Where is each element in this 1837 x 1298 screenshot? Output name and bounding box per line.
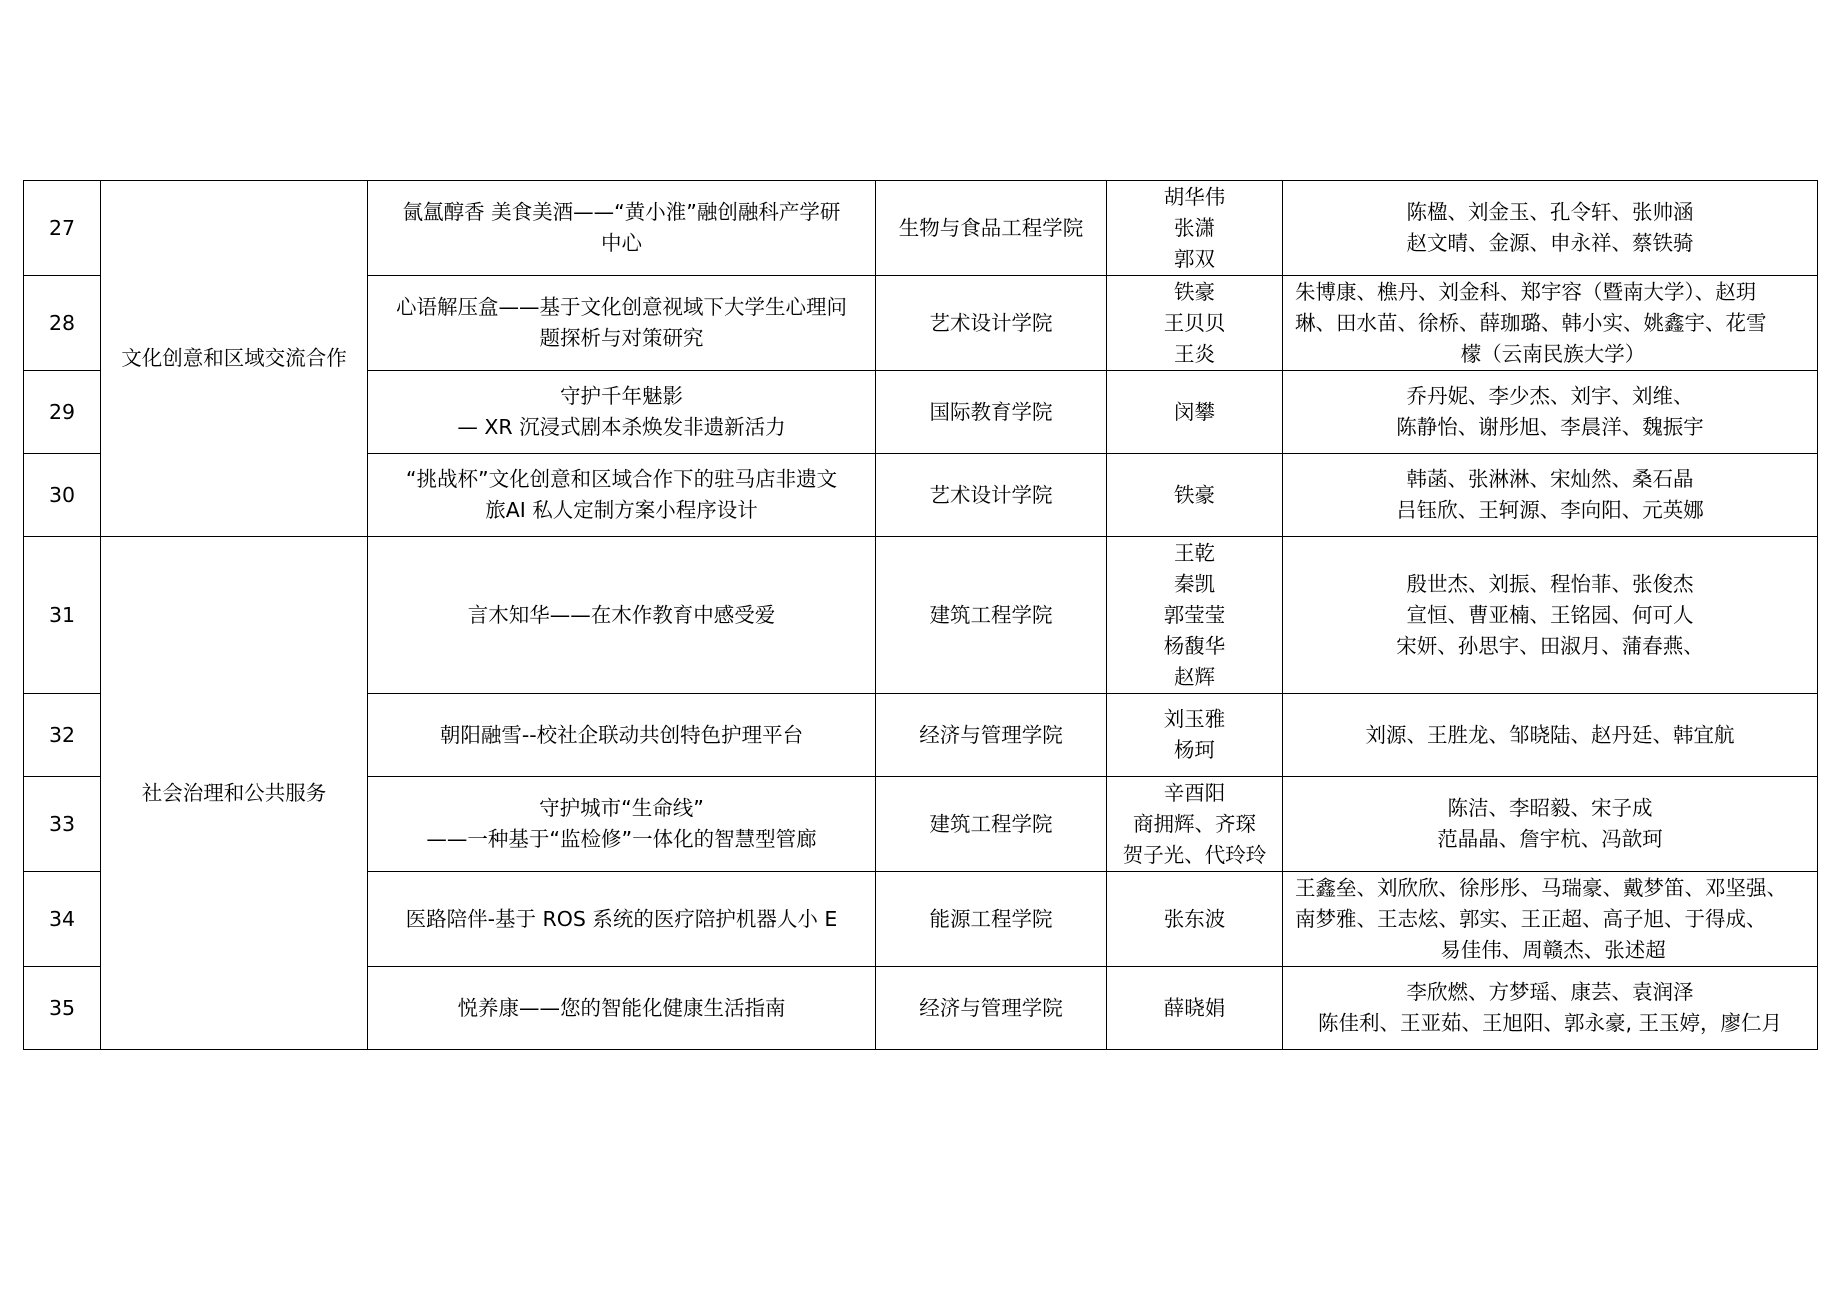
project-title: 氤氲醇香 美食美酒——“黄小淮”融创融科产学研 中心: [368, 181, 876, 276]
member-names: 陈洁、李昭毅、宋子成 范晶晶、詹宇杭、冯歆珂: [1283, 777, 1818, 872]
member-names: 李欣燃、方梦瑶、康芸、袁润泽 陈佳利、王亚茹、王旭阳、郭永豪, 王玉婷，廖仁月: [1283, 967, 1818, 1050]
advisor-names: 王乾 秦凯 郭莹莹 杨馥华 赵辉: [1107, 537, 1283, 694]
advisor-names: 刘玉雅 杨珂: [1107, 694, 1283, 777]
project-title: 朝阳融雪--校社企联动共创特色护理平台: [368, 694, 876, 777]
member-names: 朱博康、樵丹、刘金科、郑宇容（暨南大学）、赵玥 琳、田水苗、徐桥、薛珈璐、韩小实、姚鑫宇、花雪 檬（云南民族大学）: [1283, 276, 1818, 371]
project-title: 悦养康——您的智能化健康生活指南: [368, 967, 876, 1050]
college-name: 艺术设计学院: [876, 276, 1107, 371]
row-number: 32: [24, 694, 101, 777]
member-names: 乔丹妮、李少杰、刘宇、刘维、 陈静怡、谢彤旭、李晨洋、魏振宇: [1283, 371, 1818, 454]
project-title: “挑战杯”文化创意和区域合作下的驻马店非遗文 旅AI 私人定制方案小程序设计: [368, 454, 876, 537]
project-title: 守护千年魅影 — XR 沉浸式剧本杀焕发非遗新活力: [368, 371, 876, 454]
row-number: 29: [24, 371, 101, 454]
college-name: 国际教育学院: [876, 371, 1107, 454]
row-number: 30: [24, 454, 101, 537]
college-name: 艺术设计学院: [876, 454, 1107, 537]
college-name: 经济与管理学院: [876, 694, 1107, 777]
row-number: 28: [24, 276, 101, 371]
member-names: 陈楹、刘金玉、孔令轩、张帅涵 赵文晴、金源、申永祥、蔡铁骑: [1283, 181, 1818, 276]
row-number: 34: [24, 872, 101, 967]
advisor-names: 闵攀: [1107, 371, 1283, 454]
award-table: [23, 180, 1818, 1050]
college-name: 建筑工程学院: [876, 777, 1107, 872]
advisor-names: 胡华伟 张潇 郭双: [1107, 181, 1283, 276]
table-row: [24, 537, 1818, 694]
row-number: 33: [24, 777, 101, 872]
advisor-names: 铁豪: [1107, 454, 1283, 537]
member-names: 韩菡、张淋淋、宋灿然、桑石晶 吕钰欣、王轲源、李向阳、元英娜: [1283, 454, 1818, 537]
project-title: 守护城市“生命线” ——一种基于“监检修”一体化的智慧型管廊: [368, 777, 876, 872]
college-name: 建筑工程学院: [876, 537, 1107, 694]
advisor-names: 张东波: [1107, 872, 1283, 967]
project-title: 医路陪伴-基于 ROS 系统的医疗陪护机器人小 E: [368, 872, 876, 967]
member-names: 刘源、王胜龙、邹晓陆、赵丹廷、韩宜航: [1283, 694, 1818, 777]
college-name: 经济与管理学院: [876, 967, 1107, 1050]
college-name: 生物与食品工程学院: [876, 181, 1107, 276]
row-number: 31: [24, 537, 101, 694]
advisor-names: 薛晓娟: [1107, 967, 1283, 1050]
member-names: 王鑫垒、刘欣欣、徐彤彤、马瑞豪、戴梦笛、邓坚强、 南梦雅、王志炫、郭实、王正超、高子旭、于得成、 易佳伟、周赣杰、张述超: [1283, 872, 1818, 967]
college-name: 能源工程学院: [876, 872, 1107, 967]
advisor-names: 辛酉阳 商拥辉、齐琛 贺子光、代玲玲: [1107, 777, 1283, 872]
row-number: 27: [24, 181, 101, 276]
project-title: 心语解压盒——基于文化创意视域下大学生心理问 题探析与对策研究: [368, 276, 876, 371]
category-cell: 文化创意和区域交流合作: [101, 181, 368, 537]
table-row: [24, 181, 1818, 276]
project-title: 言木知华——在木作教育中感受爱: [368, 537, 876, 694]
row-number: 35: [24, 967, 101, 1050]
advisor-names: 铁豪 王贝贝 王炎: [1107, 276, 1283, 371]
member-names: 殷世杰、刘振、程怡菲、张俊杰 宣恒、曹亚楠、王铭园、何可人 宋妍、孙思宇、田淑月、蒲春燕、: [1283, 537, 1818, 694]
category-cell: 社会治理和公共服务: [101, 537, 368, 1050]
